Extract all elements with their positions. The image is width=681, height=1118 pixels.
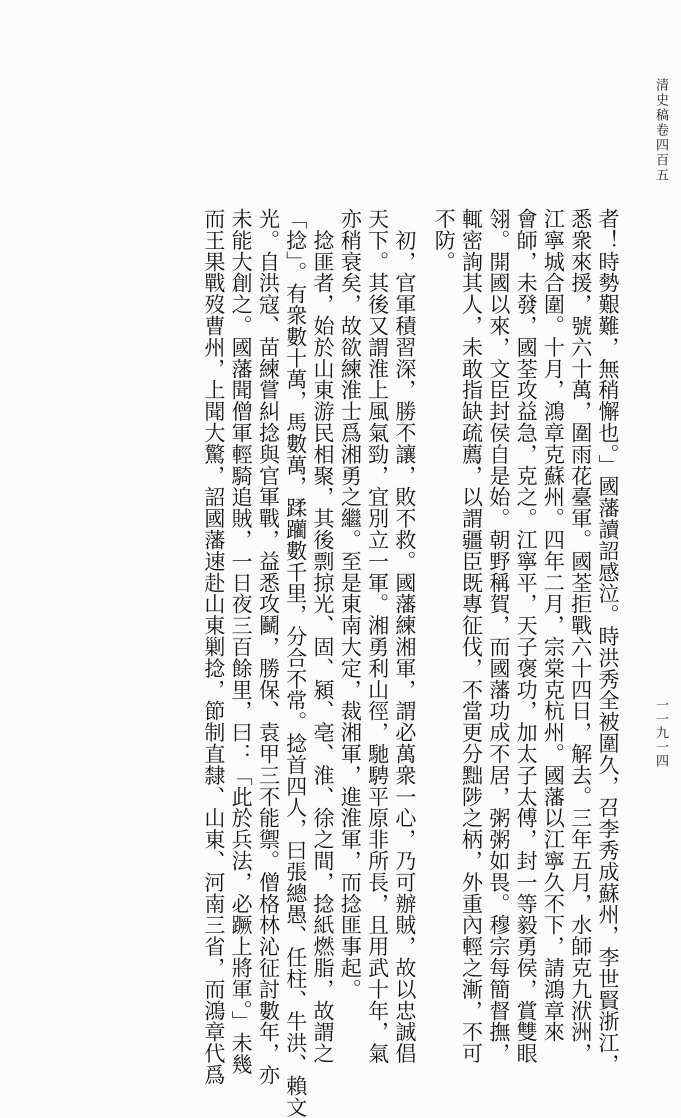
text-column: 者！時勢艱難，無稍懈也。」國藩讀詔感泣。時洪秀全被圍久，召李秀成蘇州，李世賢浙江，: [596, 208, 620, 1075]
main-text-body: [31, 208, 621, 1118]
text-column: 捻匪者，始於山東游民相聚，其後剽掠光、固、潁、亳、淮、徐之間，捻紙燃脂，故謂之: [311, 208, 336, 1064]
page-number: 一一九一四: [653, 698, 668, 768]
text-column: 亦稍衰矣，故欲練淮士爲湘勇之繼。至是東南大定，裁湘軍，進淮軍，而捻匪事起。: [338, 208, 363, 1000]
text-column: 未能大創之。國藩聞僧軍輕騎追賊，一日夜三百餘里，曰：「此於兵法，必蹶上將軍。」未幾: [229, 208, 254, 1075]
text-column: 翎。開國以來，文臣封侯自是始。朝野稱賀，而國藩功成不居，粥粥如畏。穆宗每簡督撫，: [486, 208, 511, 1064]
text-column: 而王果戰歿曹州，上聞大驚，詔國藩速赴山東剿捻，節制直隸、山東、河南三省，而鴻章代爲: [201, 208, 226, 1086]
text-column: 不防。: [432, 208, 457, 273]
text-column: 天下。其後又謂淮上風氣勁，宜別立一軍。湘勇利山徑，馳騁平原非所長，且用武十年，氣: [365, 208, 390, 1064]
text-column: 初，官軍積習深，勝不讓，敗不救。國藩練湘軍，謂必萬衆一心，乃可辦賊，故以忠誠倡: [392, 208, 417, 1064]
text-column: 江寧城合圍。十月，鴻章克蘇州。四年二月，宗棠克杭州。國藩以江寧久不下，請鴻章來: [541, 208, 566, 1043]
running-header-title: 清史稿卷四百五: [653, 78, 668, 183]
text-column: 會師，未發，國荃攻益急，克之。江寧平，天子褒功，加太子太傅，封一等毅勇侯，賞雙眼: [514, 208, 539, 1064]
text-column: 輒密詢其人，未敢指缺疏薦，以謂疆臣既專征伐，不當更分黜陟之柄，外重內輕之漸，不可: [459, 208, 484, 1064]
text-column: 光。自洪寇、苗練嘗糾捻與官軍戰，益悉攻鬭，勝保、袁甲三不能禦。僧格林沁征討數年，亦: [256, 208, 281, 1086]
text-column: 「捻」。有衆數十萬，馬數萬，蹂躪數千里，分合不常。捻首四人，曰張總愚、任柱、牛洪、賴文: [283, 208, 308, 1118]
text-column: 悉衆來援，號六十萬，圍雨花臺軍。國荃拒戰六十四日，解去。三年五月，水師克九洑洲，: [568, 208, 593, 1064]
